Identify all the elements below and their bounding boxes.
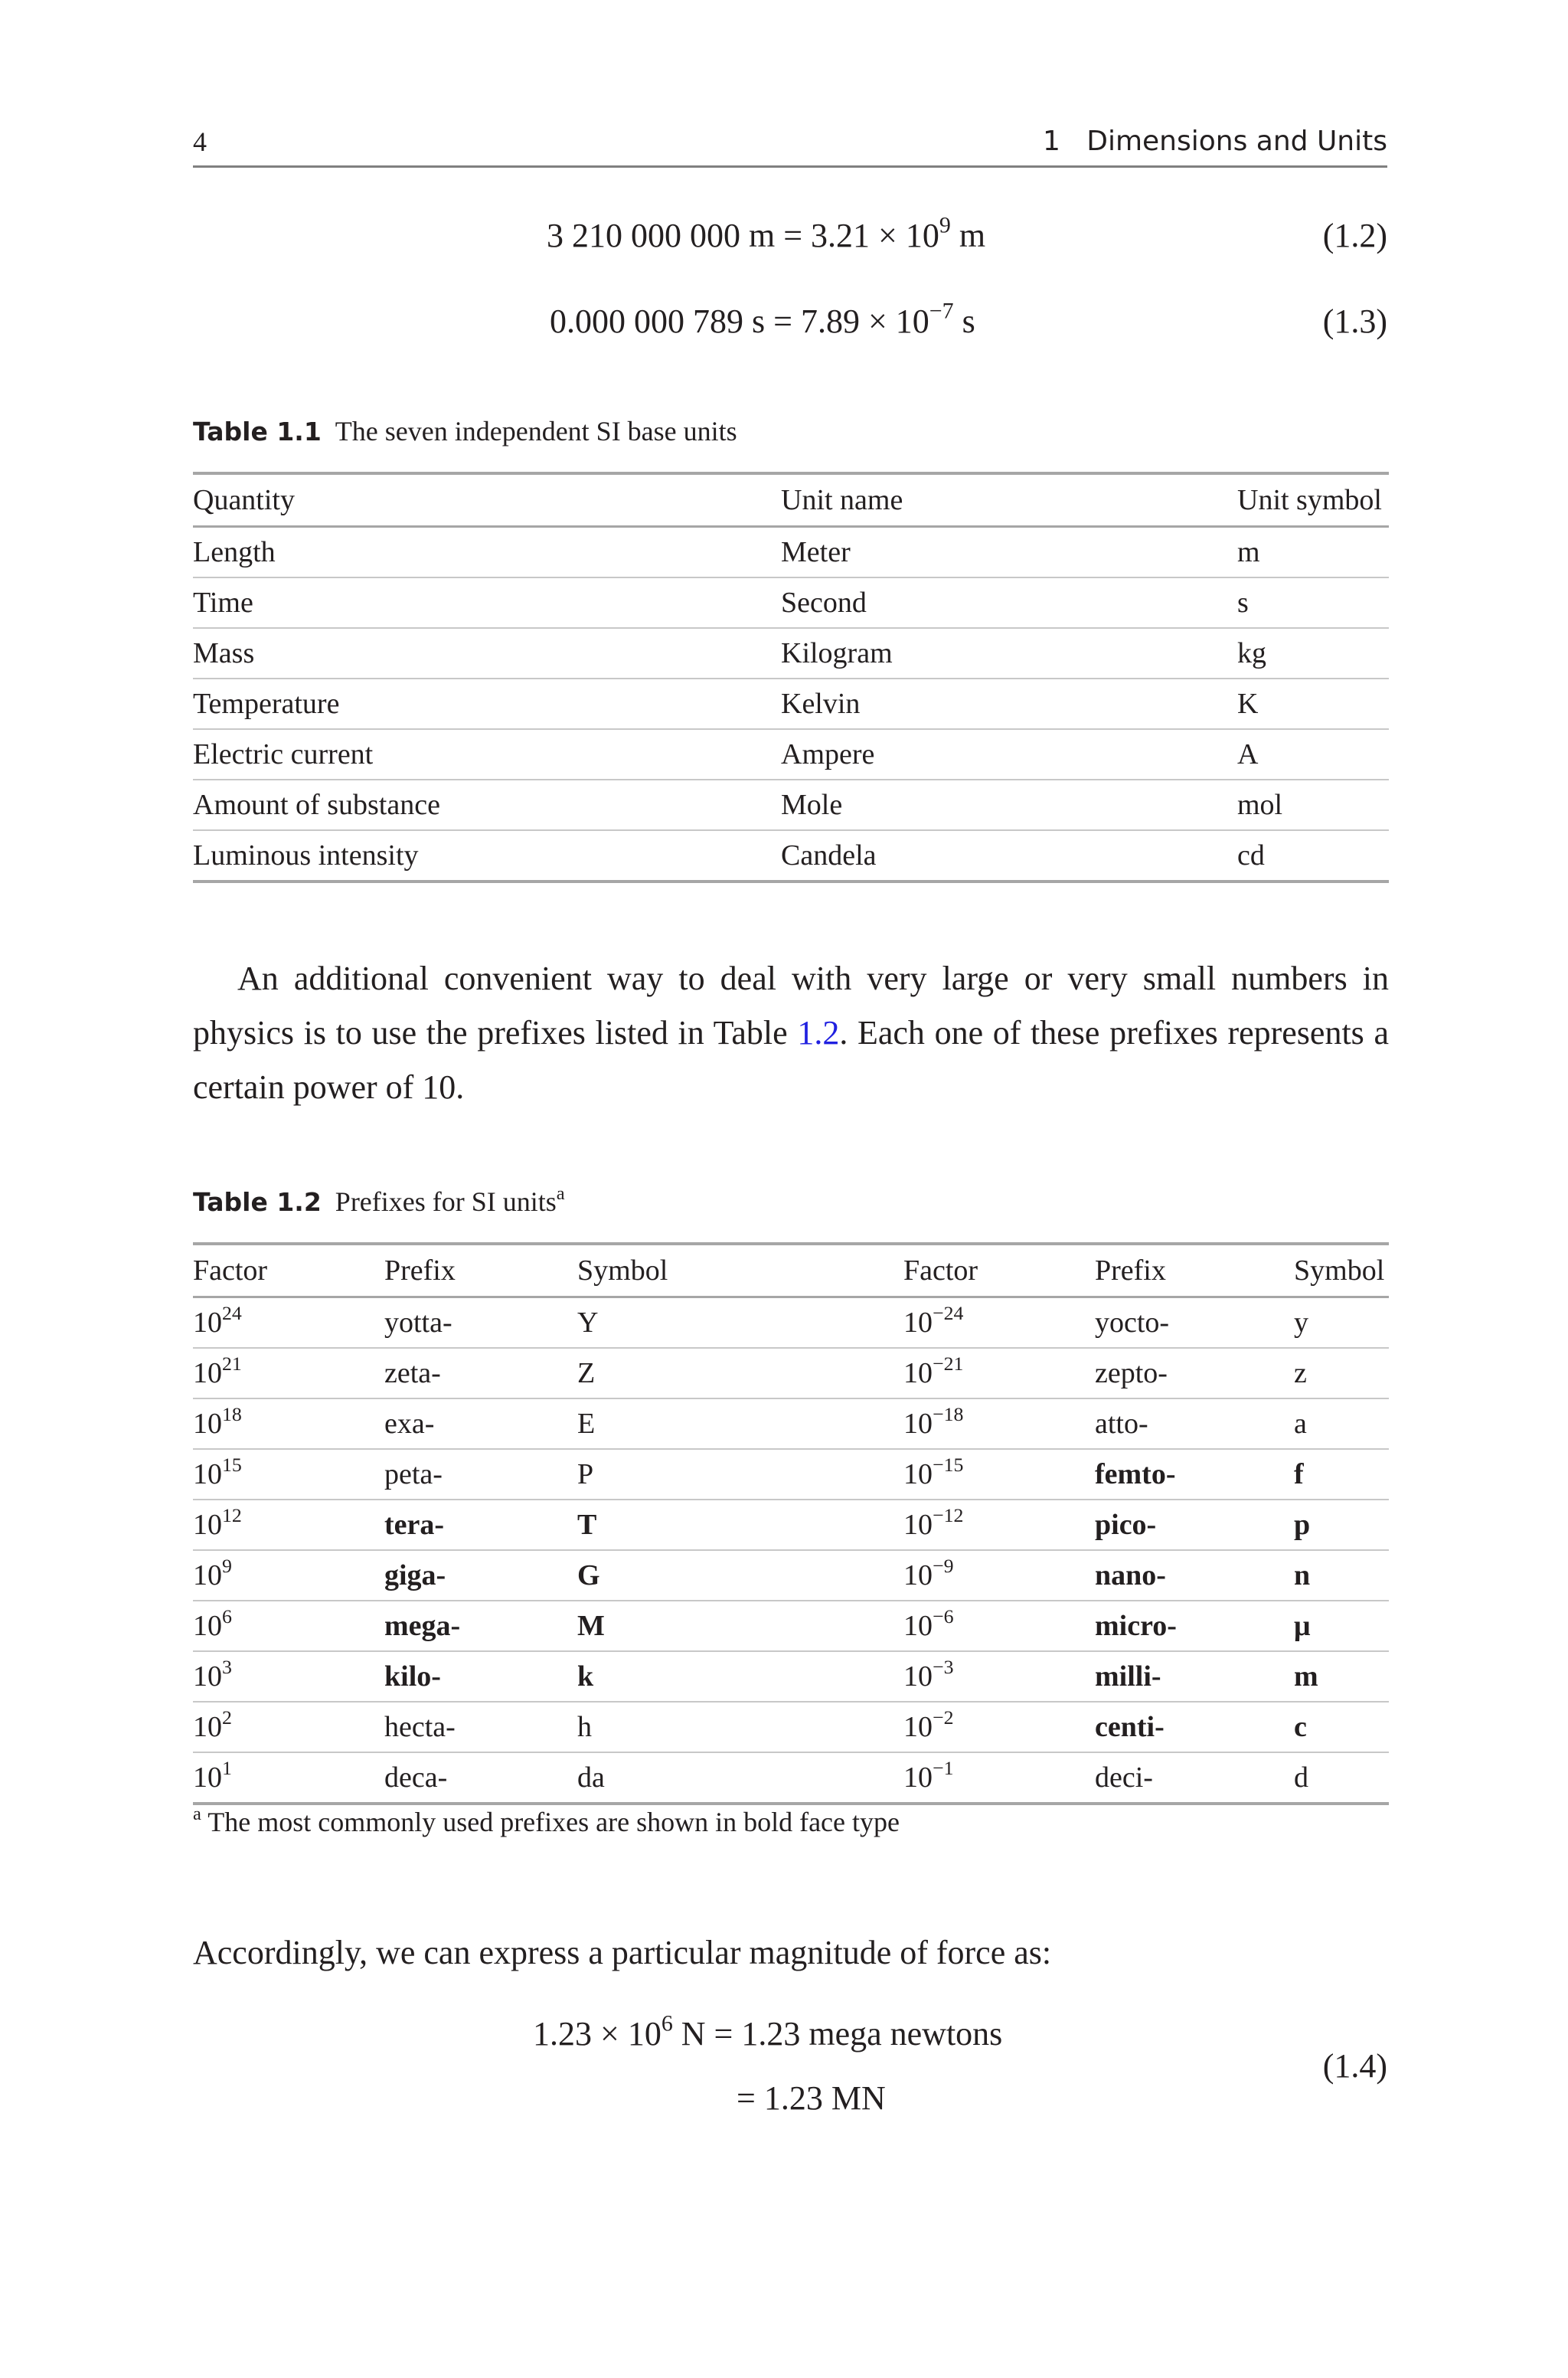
factor-cell: $10^9$: [193, 1550, 384, 1601]
symbol-cell: E: [577, 1398, 903, 1449]
equation-1-3: [193, 298, 1387, 355]
symbol-cell: k: [577, 1651, 903, 1702]
factor-cell: $10^6$: [193, 1601, 384, 1651]
prefix-cell: centi-: [1095, 1702, 1294, 1752]
factor-cell: $10^{-18}$: [903, 1398, 1095, 1449]
column-header: Quantity: [193, 473, 781, 527]
factor-cell: $10^{-15}$: [903, 1449, 1095, 1500]
prefix-cell: hecta-: [384, 1702, 577, 1752]
footnote-mark: a: [193, 1803, 201, 1824]
equation-number: (1.2): [1322, 217, 1387, 254]
table-header-row: [193, 473, 1389, 527]
symbol-cell: m: [1294, 1651, 1389, 1702]
si-prefixes-table: [193, 1242, 1389, 1805]
symbol-cell: P: [577, 1449, 903, 1500]
table-row: [193, 1297, 1389, 1349]
symbol-cell: T: [577, 1500, 903, 1550]
prefix-cell: deca-: [384, 1752, 577, 1804]
column-header: Symbol: [577, 1244, 903, 1297]
symbol-cell: μ: [1294, 1601, 1389, 1651]
prefix-cell: giga-: [384, 1550, 577, 1601]
prefix-cell: femto-: [1095, 1449, 1294, 1500]
factor-cell: $10^{-6}$: [903, 1601, 1095, 1651]
prefix-cell: milli-: [1095, 1651, 1294, 1702]
factor-cell: $10^{21}$: [193, 1348, 384, 1398]
column-header: Prefix: [384, 1244, 577, 1297]
equation-1-4: [193, 2010, 1387, 2137]
symbol-cell: G: [577, 1550, 903, 1601]
body-paragraph: [193, 951, 1389, 1114]
unit-symbol-cell: K: [1237, 679, 1389, 729]
table-row: [193, 1500, 1389, 1550]
unit-name-cell: Kilogram: [781, 628, 1237, 679]
table-label: Table 1.1: [193, 417, 322, 446]
table-row: [193, 628, 1389, 679]
caption-footnote-mark: a: [556, 1182, 565, 1204]
prefix-cell: tera-: [384, 1500, 577, 1550]
quantity-cell: Luminous intensity: [193, 830, 781, 882]
table-row: [193, 1398, 1389, 1449]
unit-symbol-cell: kg: [1237, 628, 1389, 679]
symbol-cell: c: [1294, 1702, 1389, 1752]
prefix-cell: yotta-: [384, 1297, 577, 1349]
unit-name-cell: Ampere: [781, 729, 1237, 780]
table-1-caption: [193, 415, 737, 447]
table-row: [193, 1752, 1389, 1804]
table-caption-text: Prefixes for SI units: [335, 1186, 557, 1217]
symbol-cell: h: [577, 1702, 903, 1752]
equation-number: (1.3): [1322, 303, 1387, 340]
page-number: 4: [193, 126, 207, 157]
table-row: [193, 1348, 1389, 1398]
symbol-cell: y: [1294, 1297, 1389, 1349]
prefix-cell: yocto-: [1095, 1297, 1294, 1349]
factor-cell: $10^{15}$: [193, 1449, 384, 1500]
equation-body: 3 210 000 000 $m = 3.21 \times 10^9$ m: [547, 212, 986, 254]
symbol-cell: Y: [577, 1297, 903, 1349]
column-header: Symbol: [1294, 1244, 1389, 1297]
running-title: 1 Dimensions and Units: [1043, 126, 1387, 157]
unit-name-cell: Mole: [781, 780, 1237, 830]
quantity-cell: Time: [193, 577, 781, 628]
table-2-caption: [193, 1182, 565, 1218]
column-header: Unit symbol: [1237, 473, 1389, 527]
equation-line-1: $1.23 \times 10^6$ N = 1.23 mega newtons: [533, 2010, 1003, 2053]
column-header: Factor: [193, 1244, 384, 1297]
symbol-cell: M: [577, 1601, 903, 1651]
prefix-cell: pico-: [1095, 1500, 1294, 1550]
table-caption-text: The seven independent SI base units: [335, 416, 737, 446]
factor-cell: $10^{-2}$: [903, 1702, 1095, 1752]
table-row: [193, 527, 1389, 578]
table-label: Table 1.2: [193, 1187, 322, 1217]
symbol-cell: d: [1294, 1752, 1389, 1804]
unit-symbol-cell: s: [1237, 577, 1389, 628]
table-footnote: [193, 1803, 900, 1838]
factor-cell: $10^{-21}$: [903, 1348, 1095, 1398]
unit-symbol-cell: mol: [1237, 780, 1389, 830]
table-row: [193, 780, 1389, 830]
unit-name-cell: Second: [781, 577, 1237, 628]
symbol-cell: n: [1294, 1550, 1389, 1601]
table-row: [193, 1702, 1389, 1752]
equation-body: 0.000 000 789 $s = 7.89 \times 10^{-7}$ s: [550, 298, 975, 340]
table-row: [193, 830, 1389, 882]
si-base-units-table: [193, 472, 1389, 883]
prefix-cell: nano-: [1095, 1550, 1294, 1601]
factor-cell: $10^{-3}$: [903, 1651, 1095, 1702]
unit-symbol-cell: m: [1237, 527, 1389, 578]
factor-cell: $10^{18}$: [193, 1398, 384, 1449]
table-header-row: [193, 1244, 1389, 1297]
prefix-cell: mega-: [384, 1601, 577, 1651]
symbol-cell: a: [1294, 1398, 1389, 1449]
column-header: Factor: [903, 1244, 1095, 1297]
table-row: [193, 1651, 1389, 1702]
factor-cell: $10^{-24}$: [903, 1297, 1095, 1349]
table-reference-link[interactable]: 1.2: [797, 1014, 840, 1052]
table-row: [193, 729, 1389, 780]
factor-cell: $10^{-1}$: [903, 1752, 1095, 1804]
running-header: [193, 123, 1387, 168]
factor-cell: $10^{-12}$: [903, 1500, 1095, 1550]
factor-cell: $10^1$: [193, 1752, 384, 1804]
factor-cell: $10^{12}$: [193, 1500, 384, 1550]
table-row: [193, 1601, 1389, 1651]
body-paragraph: Accordingly, we can express a particular magnitude of force as:: [193, 1934, 1052, 1971]
unit-symbol-cell: cd: [1237, 830, 1389, 882]
equation-number: (1.4): [1322, 2047, 1387, 2085]
symbol-cell: Z: [577, 1348, 903, 1398]
factor-cell: $10^3$: [193, 1651, 384, 1702]
symbol-cell: da: [577, 1752, 903, 1804]
factor-cell: $10^{24}$: [193, 1297, 384, 1349]
symbol-cell: p: [1294, 1500, 1389, 1550]
prefix-cell: zepto-: [1095, 1348, 1294, 1398]
symbol-cell: z: [1294, 1348, 1389, 1398]
quantity-cell: Electric current: [193, 729, 781, 780]
prefix-cell: deci-: [1095, 1752, 1294, 1804]
table-row: [193, 679, 1389, 729]
prefix-cell: exa-: [384, 1398, 577, 1449]
column-header: Prefix: [1095, 1244, 1294, 1297]
prefix-cell: kilo-: [384, 1651, 577, 1702]
prefix-cell: zeta-: [384, 1348, 577, 1398]
equation-1-2: [193, 212, 1387, 270]
unit-name-cell: Candela: [781, 830, 1237, 882]
quantity-cell: Amount of substance: [193, 780, 781, 830]
paragraph-text: An additional convenient way to deal with very large or very small numbers in physics is to use the prefixes listed in Table: [193, 960, 1389, 1052]
unit-name-cell: Meter: [781, 527, 1237, 578]
table-row: [193, 1449, 1389, 1500]
factor-cell: $10^2$: [193, 1702, 384, 1752]
quantity-cell: Mass: [193, 628, 781, 679]
unit-name-cell: Kelvin: [781, 679, 1237, 729]
equation-line-2: = 1.23 MN: [737, 2079, 886, 2117]
symbol-cell: f: [1294, 1449, 1389, 1500]
prefix-cell: micro-: [1095, 1601, 1294, 1651]
prefix-cell: atto-: [1095, 1398, 1294, 1449]
quantity-cell: Temperature: [193, 679, 781, 729]
table-row: [193, 1550, 1389, 1601]
paragraph-text: . Each one of these prefixes represents a certain power of 10.: [193, 1014, 1389, 1106]
column-header: Unit name: [781, 473, 1237, 527]
quantity-cell: Length: [193, 527, 781, 578]
unit-symbol-cell: A: [1237, 729, 1389, 780]
table-row: [193, 577, 1389, 628]
footnote-text: The most commonly used prefixes are shown in bold face type: [207, 1807, 900, 1837]
factor-cell: $10^{-9}$: [903, 1550, 1095, 1601]
prefix-cell: peta-: [384, 1449, 577, 1500]
